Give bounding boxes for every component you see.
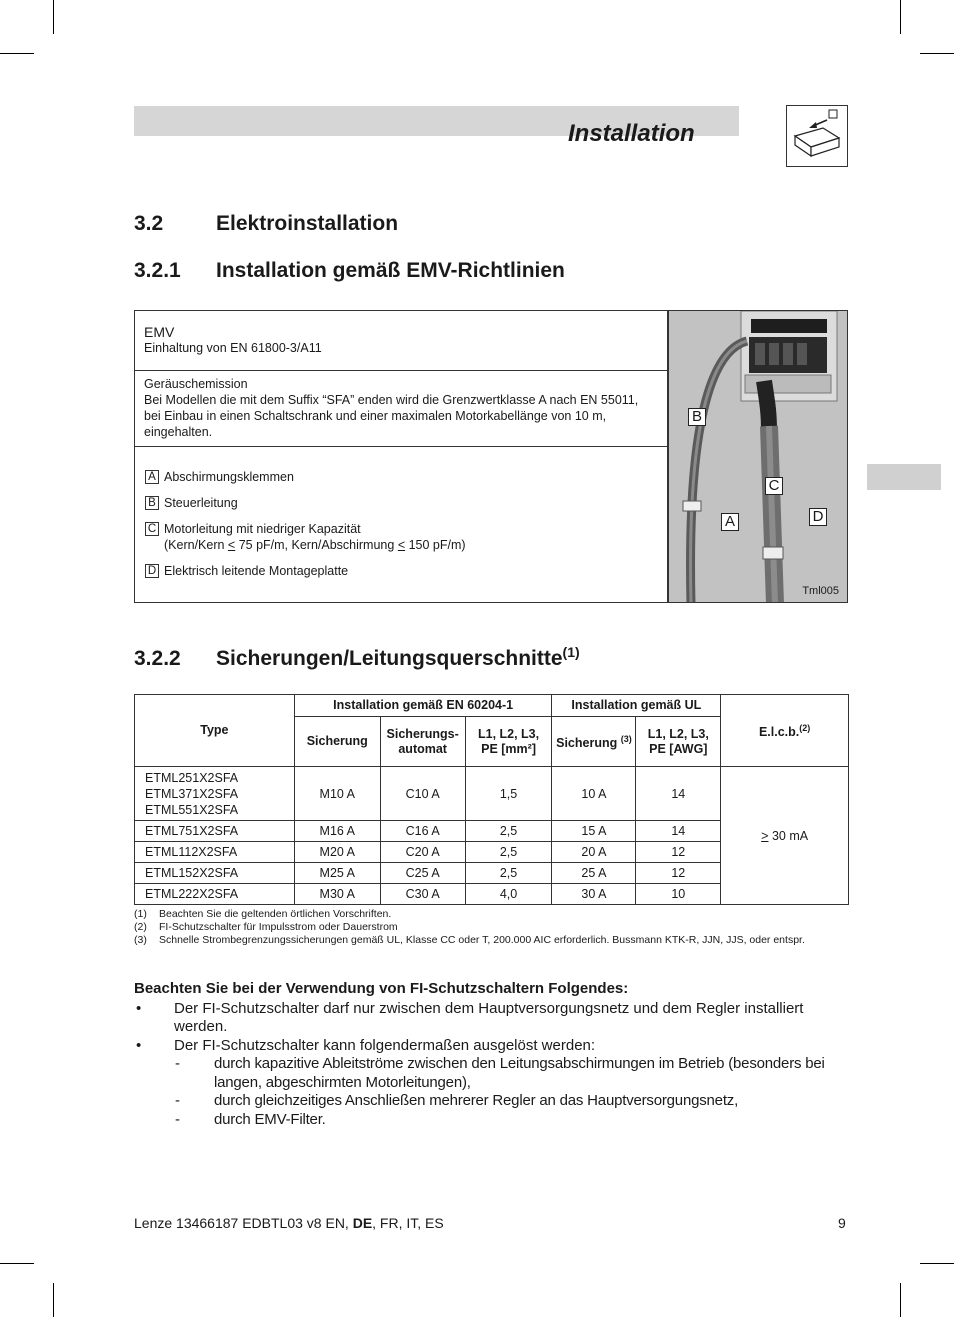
- section-heading-3-2-1: 3.2.1 Installation gemäß EMV-Richtlinien: [134, 259, 565, 282]
- table-row: [135, 767, 849, 821]
- emv-info-box: [134, 310, 668, 603]
- noise-emission-row: [135, 371, 667, 447]
- header-type: Type: [135, 695, 295, 767]
- header-group-ul: Installation gemäß UL: [552, 695, 721, 717]
- cell-sicherung: M16 A: [294, 821, 380, 842]
- noise-emission-text: Bei Modellen die mit dem Suffix “SFA” enden wird die Grenzwertklasse A nach EN 55011, bei Einbau in einen Schaltschrank und einer maximalen Motorkabellänge von 10 m, eingehalten.: [144, 393, 639, 439]
- legend-key: D: [145, 564, 159, 578]
- cell-ul: 20 A: [552, 842, 636, 863]
- cell-awg: 14: [636, 821, 721, 842]
- legend-key: C: [145, 522, 159, 536]
- bullet-item: • Der FI-Schutzschalter kann folgendermaßen ausgelöst werden:: [136, 1036, 596, 1054]
- cell-mm: 4,0: [465, 884, 552, 905]
- legend-text: Elektrisch leitende Montageplatte: [164, 564, 349, 578]
- header-elcb: E.l.c.b.$^{(2)}$: [721, 695, 849, 767]
- header-l-mm: L1, L2, L3, PE [mm²]: [465, 717, 552, 767]
- legend-item: [145, 521, 658, 553]
- emv-row-text: Einhaltung von EN 61800-3/A11: [144, 341, 322, 355]
- cell-ul: 30 A: [552, 884, 636, 905]
- page-footer: Lenze 13466187 EDBTL03 v8 EN, DE, FR, IT, ES: [134, 1215, 444, 1231]
- crop-mark: [920, 53, 954, 54]
- legend-text: Steuerleitung: [164, 496, 238, 510]
- fuse-table: [134, 694, 849, 905]
- cell-automat: C20 A: [380, 842, 465, 863]
- page-header-title: Installation: [568, 120, 695, 147]
- cell-type: ETML751X2SFA: [135, 821, 295, 842]
- cell-mm: 2,5: [465, 863, 552, 884]
- photo-label-d: D: [809, 508, 827, 526]
- noise-emission-title: Geräuschemission: [144, 377, 248, 391]
- legend-list: [135, 447, 667, 579]
- legend-key: B: [145, 496, 159, 510]
- crop-mark: [53, 1283, 54, 1317]
- header-sicherung: Sicherung: [294, 717, 380, 767]
- footnote: (2) FI-Schutzschalter für Impulsstrom oder Dauerstrom: [134, 921, 398, 933]
- sub-item: - durch gleichzeitiges Anschließen mehrerer Regler an das Hauptversorgungsnetz,: [175, 1092, 739, 1109]
- cell-ul: 10 A: [552, 767, 636, 821]
- cell-awg: 12: [636, 842, 721, 863]
- legend-text: Motorleitung mit niedriger Kapazität (Kern/Kern < 75 pF/m, Kern/Abschirmung < 150 pF/m): [164, 522, 466, 552]
- legend-text: Abschirmungsklemmen: [164, 470, 294, 484]
- header-automat: Sicherungs- automat: [380, 717, 465, 767]
- cell-type: ETML251X2SFA ETML371X2SFA ETML551X2SFA: [135, 767, 295, 821]
- photo-label-a: A: [721, 513, 739, 531]
- table-footnotes: [134, 908, 854, 947]
- footnote: (1) Beachten Sie die geltenden örtlichen Vorschriften.: [134, 908, 392, 920]
- chapter-side-tab: [867, 464, 941, 490]
- cell-ul: 15 A: [552, 821, 636, 842]
- cell-automat: C10 A: [380, 767, 465, 821]
- cell-sicherung: M25 A: [294, 863, 380, 884]
- legend-item: [145, 469, 658, 485]
- notice-title: Beachten Sie bei der Verwendung von FI-Schutzschaltern Folgendes:: [134, 980, 629, 997]
- legend-key: A: [145, 470, 159, 484]
- rcd-notice: [134, 980, 844, 1129]
- photo-code: Tml005: [802, 585, 839, 597]
- cell-mm: 2,5: [465, 821, 552, 842]
- cell-mm: 2,5: [465, 842, 552, 863]
- photo-label-c: C: [765, 477, 783, 495]
- crop-mark: [900, 0, 901, 34]
- footnote: (3) Schnelle Strombegrenzungssicherungen gemäß UL, Klasse CC oder T, 200.000 AIC erforderlich. Bussmann KTK-R, JJN, JJS, oder entspr.: [134, 934, 805, 946]
- cell-automat: C16 A: [380, 821, 465, 842]
- cell-sicherung: M10 A: [294, 767, 380, 821]
- crop-mark: [920, 1263, 954, 1264]
- header-ul-sicherung: Sicherung $^{(3)}$: [552, 717, 636, 767]
- cell-awg: 14: [636, 767, 721, 821]
- wiring-photo: [668, 310, 848, 603]
- header-l-awg: L1, L2, L3, PE [AWG]: [636, 717, 721, 767]
- bullet-item: • Der FI-Schutzschalter darf nur zwischen dem Hauptversorgungsnetz und dem Regler installiert werden.: [136, 999, 804, 1035]
- crop-mark: [0, 53, 34, 54]
- crop-mark: [53, 0, 54, 34]
- cell-sicherung: M30 A: [294, 884, 380, 905]
- sub-item: - durch kapazitive Ableitströme zwischen den Leitungsabschirmungen im Betrieb (besonders bei langen, abgeschirmten Motorleitungen),: [175, 1055, 825, 1091]
- cell-type: ETML112X2SFA: [135, 842, 295, 863]
- table-header-row: [135, 695, 849, 717]
- photo-label-b: B: [688, 408, 706, 426]
- cell-awg: 12: [636, 863, 721, 884]
- header-group-en: Installation gemäß EN 60204-1: [294, 695, 552, 717]
- cell-elcb: > 30 mA: [721, 767, 849, 905]
- section-heading-3-2: 3.2 Elektroinstallation: [134, 212, 399, 235]
- cell-type: ETML152X2SFA: [135, 863, 295, 884]
- cell-automat: C25 A: [380, 863, 465, 884]
- cell-automat: C30 A: [380, 884, 465, 905]
- emv-row-title: EMV: [144, 324, 175, 340]
- cell-ul: 25 A: [552, 863, 636, 884]
- crop-mark: [900, 1283, 901, 1317]
- emv-row: [135, 311, 667, 371]
- cell-mm: 1,5: [465, 767, 552, 821]
- cell-type: ETML222X2SFA: [135, 884, 295, 905]
- crop-mark: [0, 1263, 34, 1264]
- cell-awg: 10: [636, 884, 721, 905]
- installation-box-icon: [786, 105, 848, 167]
- section-heading-3-2-2: 3.2.2 Sicherungen/Leitungsquerschnitte$^{(1)}$: [134, 644, 580, 670]
- legend-item: [145, 563, 658, 579]
- legend-item: [145, 495, 658, 511]
- sub-item: - durch EMV-Filter.: [175, 1110, 326, 1128]
- page-number: 9: [838, 1215, 846, 1231]
- cell-sicherung: M20 A: [294, 842, 380, 863]
